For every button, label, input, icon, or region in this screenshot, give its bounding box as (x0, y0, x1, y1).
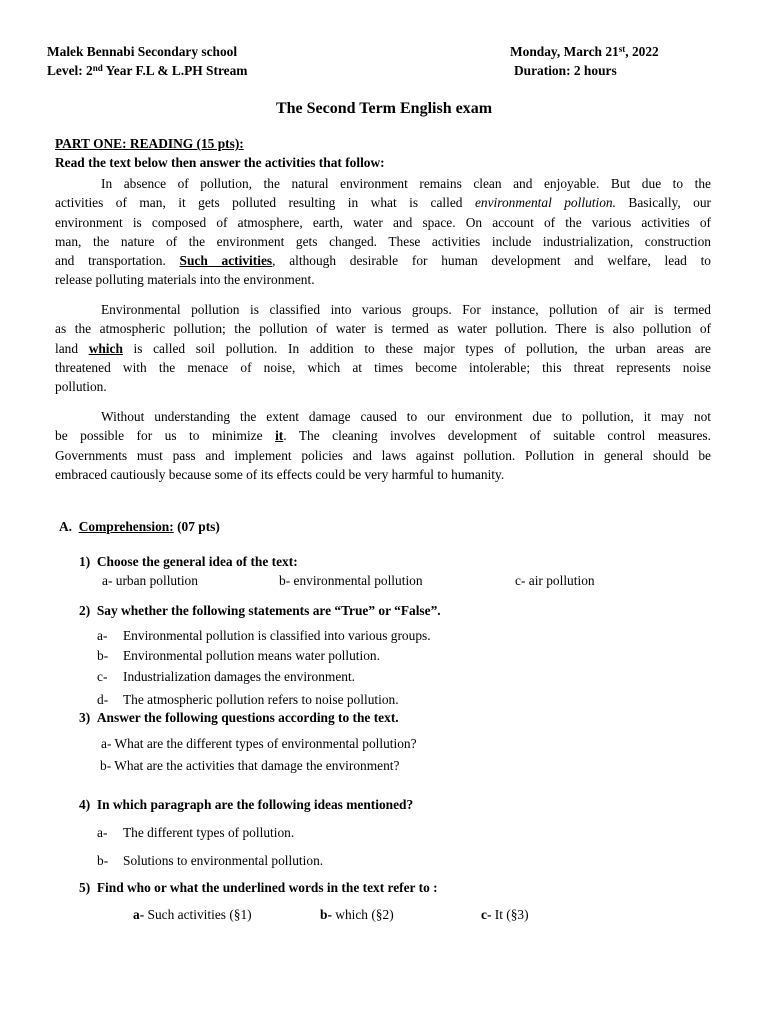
q2-item-c: Industrialization damages the environment. (123, 669, 356, 684)
underlined-which: which (88, 340, 123, 356)
q1-option-b: b- environmental pollution (279, 573, 423, 588)
question-3: 3) Answer the following questions according to the text. (79, 710, 399, 725)
q4-item-a: The different types of pollution. (123, 825, 295, 840)
text-paragraph-3: Without understanding the extent damage caused to our environment due to pollution, it may not be possible for us to minimize it. The cleaning involves development of suitable control measures. Governments must pass and implement policies and laws against pollution. Pollution in general should be embraced cautiously because some of its effects could be very harmful to humanity. (55, 409, 711, 482)
underlined-it: it (275, 428, 284, 444)
q2-item-d: The atmospheric pollution refers to noise pollution. (123, 692, 399, 707)
text-paragraph-2: Environmental pollution is classified into various groups. For instance, pollution of air is termed as the atmospheric pollution; the pollution of water is termed as water pollution. There is also pollution of land which is called soil pollution. In addition to these major types of pollution, the urban areas are threatened with the menace of noise, which at times become intolerable; this threat represents noise pollution. (55, 302, 711, 395)
exam-duration: Duration: 2 hours (514, 63, 617, 78)
part-one-heading: PART ONE: READING (15 pts): (55, 136, 244, 151)
q5-item-c: c- It (§3) (481, 907, 529, 922)
q2-item-letter-c: c- (97, 669, 108, 684)
text-paragraph-1: In absence of pollution, the natural environment remains clean and enjoyable. But due to the activities of man, it gets polluted resulting in what is called environmental pollution. Basically, our environment is composed of atmosphere, earth, water and space. On account of the various activities of man, the nature of the environment gets changed. These activities include industrialization, construction and transportation. Such activities, although desirable for human development and welfare, lead to release polluting materials into the environment. (55, 176, 712, 288)
school-name: Malek Bennabi Secondary school (47, 44, 238, 59)
question-2: 2) Say whether the following statements are “True” or “False”. (79, 603, 441, 618)
q4-item-letter-a: a- (97, 825, 108, 840)
q4-item-letter-b: b- (97, 853, 109, 868)
q2-item-letter-d: d- (97, 692, 109, 707)
question-5: 5) Find who or what the underlined words in the text refer to : (79, 880, 438, 895)
q2-item-letter-b: b- (97, 648, 109, 663)
level-stream: Level: 2nd Year F.L & L.PH Stream (47, 63, 248, 78)
q3-item-b: b- What are the activities that damage the environment? (100, 758, 400, 773)
q5-item-b: b- which (§2) (320, 907, 394, 922)
exam-date: Monday, March 21st, 2022 (510, 44, 659, 59)
question-1: 1) Choose the general idea of the text: (79, 554, 298, 569)
section-a-heading: A. Comprehension: (07 pts) (59, 519, 220, 534)
underlined-such-activities: Such activities (179, 253, 273, 269)
q5-item-a: a- Such activities (§1) (133, 907, 252, 922)
q2-item-b: Environmental pollution means water pollution. (123, 648, 380, 663)
q3-item-a: a- What are the different types of environmental pollution? (101, 736, 417, 751)
q1-option-a: a- urban pollution (102, 573, 198, 588)
q2-item-a: Environmental pollution is classified into various groups. (123, 628, 431, 643)
reading-instruction: Read the text below then answer the activities that follow: (55, 155, 385, 170)
page-title: The Second Term English exam (275, 100, 493, 117)
q2-item-letter-a: a- (97, 628, 108, 643)
q1-option-c: c- air pollution (515, 573, 595, 588)
q4-item-b: Solutions to environmental pollution. (123, 853, 324, 868)
question-4: 4) In which paragraph are the following ideas mentioned? (79, 797, 414, 812)
